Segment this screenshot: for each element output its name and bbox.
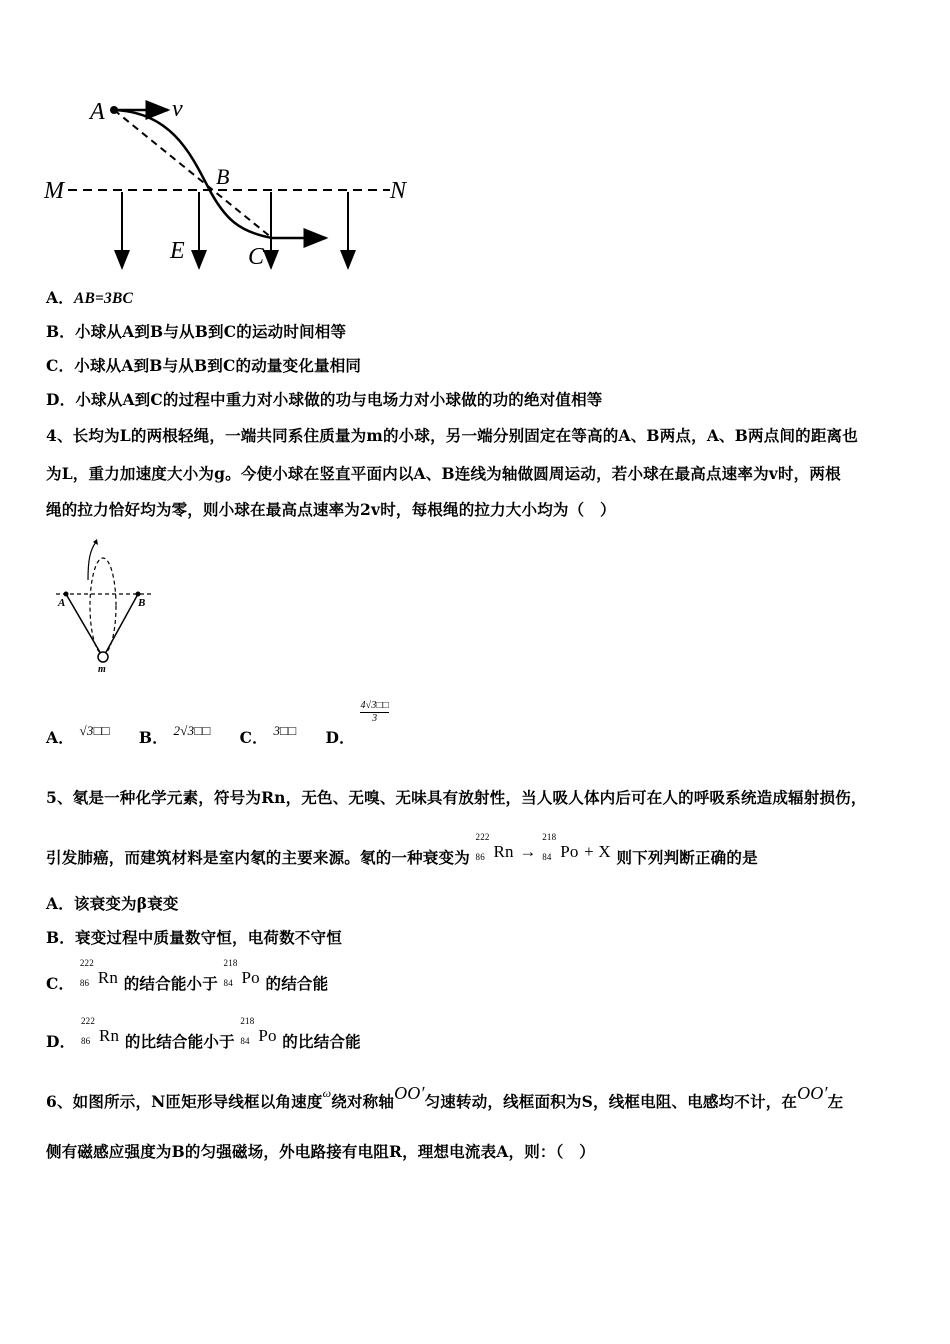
- label-e: E: [170, 238, 185, 264]
- mass-number: 222: [79, 958, 94, 968]
- radon-nuclide: [79, 958, 119, 988]
- q3-option-b: [46, 320, 346, 342]
- polonium-nuclide: [542, 832, 579, 862]
- q4-line-3: 绳的拉力恰好均为零，则小球在最高点速率为2v时，每根绳的拉力大小均为（ ）: [46, 500, 616, 519]
- label-b: B: [138, 597, 146, 609]
- label-v: v: [172, 96, 183, 122]
- q6-text-b: 绕对称轴: [331, 1092, 395, 1111]
- q6-line-1: [46, 1083, 844, 1112]
- axis-symbol: OO′: [394, 1083, 425, 1103]
- radon-nuclide: [80, 1016, 120, 1046]
- element-symbol: Po: [560, 842, 579, 861]
- q5-option-a: A．该衰变为β衰变: [46, 894, 179, 913]
- atomic-number: 84: [240, 1036, 250, 1046]
- atomic-number: 84: [223, 978, 233, 988]
- q3-option-c: [46, 354, 361, 376]
- q5-text-before: 引发肺癌，而建筑材料是室内氡的主要来源。氡的一种衰变为: [46, 848, 470, 867]
- option-text: AB=3BC: [73, 290, 134, 307]
- label-a: A: [58, 597, 66, 609]
- point-a: [64, 592, 69, 597]
- label-b: B: [216, 164, 230, 189]
- option-d-prefix: D．: [325, 728, 355, 747]
- option-a-value: √3□□: [79, 723, 110, 738]
- mass-number: 218: [542, 832, 557, 842]
- polonium-nuclide: [223, 958, 260, 988]
- q6-text-c: 匀速转动，线框面积为S，线框电阻、电感均不计，在: [424, 1092, 798, 1111]
- label-m: m: [98, 664, 106, 675]
- q5-option-d: [46, 1016, 361, 1052]
- mass-number: 222: [475, 832, 490, 842]
- polonium-nuclide: [240, 1016, 277, 1046]
- q4-options: [46, 700, 390, 748]
- rope-b: [105, 594, 138, 654]
- option-text: 小球从A到B与从B到C的运动时间相等: [75, 322, 347, 341]
- q5-line-1: 5、氡是一种化学元素，符号为Rn，无色、无嗅、无味具有放射性，当人吸人体内后可在人的呼吸系统造成辐射损伤，: [46, 788, 867, 807]
- option-mid-text: 的比结合能小于: [124, 1032, 235, 1051]
- option-prefix: D．: [46, 390, 76, 409]
- axis-symbol: OO′: [797, 1083, 828, 1103]
- option-b-value: 2√3□□: [173, 723, 211, 738]
- decay-arrow: →: [519, 842, 537, 861]
- rope-a: [66, 594, 101, 654]
- trajectory-figure: [40, 92, 420, 282]
- option-text: 小球从A到C的过程中重力对小球做的功与电场力对小球做的功的绝对值相等: [75, 390, 603, 409]
- rotation-arrow: [88, 542, 96, 580]
- point-b: [136, 592, 141, 597]
- q3-option-d: [46, 388, 603, 410]
- option-c-value: 3□□: [273, 723, 297, 738]
- option-prefix: D．: [46, 1032, 76, 1051]
- option-c-prefix: C．: [239, 728, 268, 747]
- q5-line-2: [46, 832, 758, 868]
- rope-figure: [50, 530, 160, 675]
- q5-option-b: B．衰变过程中质量数守恒，电荷数不守恒: [46, 928, 342, 947]
- q6-text-a: 6、如图所示，N匝矩形导线框以角速度: [46, 1092, 323, 1111]
- label-c: C: [248, 244, 265, 270]
- option-end-text: 的结合能: [265, 974, 329, 993]
- radon-nuclide: [475, 832, 514, 862]
- mass-number: 218: [223, 958, 238, 968]
- q4-line-2: 为L，重力加速度大小为g。今使小球在竖直平面内以A、B连线为轴做圆周运动，若小球在最高点速率为v时，两根: [46, 464, 841, 483]
- option-prefix: C．: [46, 974, 75, 993]
- element-symbol: Rn: [98, 1026, 120, 1045]
- ball: [98, 652, 108, 662]
- option-prefix: C．: [46, 356, 75, 375]
- chord-dashed: [114, 110, 272, 238]
- label-n: N: [390, 178, 407, 204]
- q5-option-c: [46, 958, 329, 994]
- label-a: A: [90, 99, 105, 125]
- atomic-number: 86: [475, 852, 485, 862]
- option-d-fraction: [360, 700, 389, 725]
- option-end-text: 的比结合能: [282, 1032, 361, 1051]
- q5-text-after: 则下列判断正确的是: [616, 848, 758, 867]
- option-text: 小球从A到B与从B到C的动量变化量相同: [74, 356, 362, 375]
- mass-number: 222: [80, 1016, 96, 1026]
- q4-line-1: 4、长均为L的两根轻绳，一端共同系住质量为m的小球，另一端分别固定在等高的A、B两点，A、B两点间的距离也: [46, 426, 858, 445]
- option-prefix: A．: [46, 288, 74, 307]
- plus-x: + X: [584, 842, 611, 861]
- mass-number: 218: [240, 1016, 255, 1026]
- element-symbol: Po: [258, 1026, 277, 1045]
- q6-text-d: 左: [827, 1092, 844, 1111]
- option-a-prefix: A．: [46, 728, 74, 747]
- option-b-prefix: B．: [138, 728, 168, 747]
- atomic-number: 84: [542, 852, 552, 862]
- q3-option-a: [46, 286, 133, 308]
- element-symbol: Po: [241, 968, 260, 987]
- label-m: M: [44, 178, 64, 204]
- atomic-number: 86: [79, 978, 90, 988]
- element-symbol: Rn: [493, 842, 514, 861]
- fraction-numerator: 4√3□□: [360, 700, 390, 711]
- option-prefix: B．: [46, 322, 76, 341]
- element-symbol: Rn: [97, 968, 119, 987]
- omega-symbol: ω: [322, 1086, 332, 1100]
- q6-line-2: 侧有磁感应强度为B的匀强磁场，外电路接有电阻R，理想电流表A，则：（ ）: [46, 1142, 595, 1161]
- atomic-number: 86: [80, 1036, 91, 1046]
- option-mid-text: 的结合能小于: [123, 974, 218, 993]
- fraction-denominator: 3: [372, 713, 378, 724]
